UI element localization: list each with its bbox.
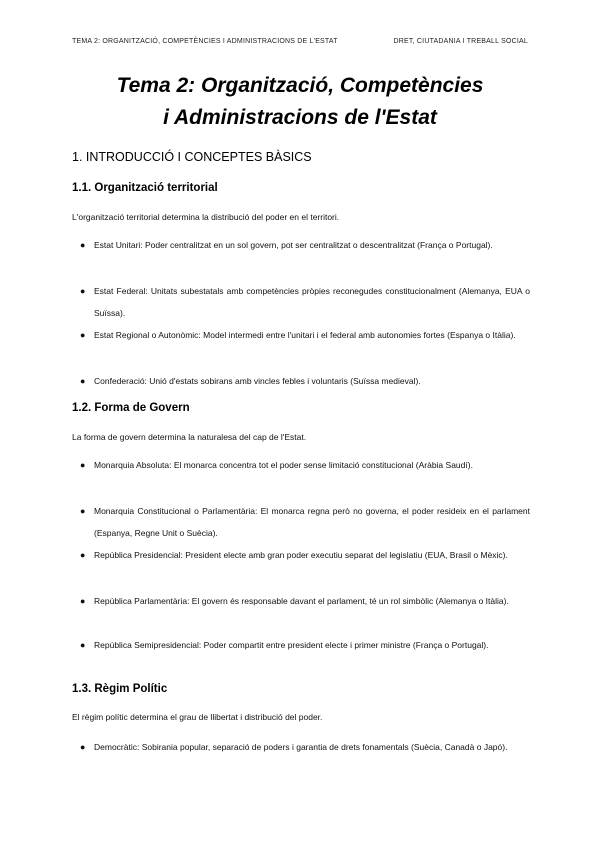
list-item bbox=[80, 324, 530, 346]
list-item-text: Monarquia Constitucional o Parlamentària: El monarca regna però no governa, el poder resideix en el parlament (Espanya, Regne Unit o Suècia). bbox=[94, 506, 530, 538]
bullet-dot-icon: ● bbox=[80, 506, 86, 516]
list-item-text: Democràtic: Sobirania popular, separació de poders i garantia de drets fonamentals (Suècia, Canadà o Japó). bbox=[94, 742, 508, 752]
bullet-dot-icon: ● bbox=[80, 550, 86, 560]
section-heading: 1. INTRODUCCIÓ I CONCEPTES BÀSICS bbox=[72, 150, 312, 164]
list-item bbox=[80, 280, 530, 324]
subsection-intro-1-3: El règim polític determina el grau de llibertat i distribució del poder. bbox=[72, 712, 323, 722]
document-title-line-1: Tema 2: Organització, Competències bbox=[116, 74, 484, 97]
list-item-text: Estat Federal: Unitats subestatals amb competències pròpies reconegudes constitucionalment (Alemanya, EUA o Suïssa). bbox=[94, 286, 530, 318]
list-item-text: República Presidencial: President electe amb gran poder executiu separat del legislatiu (EUA, Brasil o Mèxic). bbox=[94, 550, 508, 560]
list-item bbox=[80, 500, 530, 544]
document-title-line-2: i Administracions de l'Estat bbox=[163, 106, 437, 129]
bullet-dot-icon: ● bbox=[80, 596, 86, 606]
bullet-dot-icon: ● bbox=[80, 460, 86, 470]
bullet-dot-icon: ● bbox=[80, 240, 86, 250]
list-item-text: Confederació: Unió d'estats sobirans amb vincles febles i voluntaris (Suïssa medieval). bbox=[94, 376, 421, 386]
list-item-text: Estat Unitari: Poder centralitzat en un sol govern, pot ser centralitzat o descentralitzat (França o Portugal). bbox=[94, 240, 493, 250]
list-item-text: Monarquia Absoluta: El monarca concentra tot el poder sense limitació constitucional (Aràbia Saudí). bbox=[94, 460, 473, 470]
header-left-text: TEMA 2: ORGANITZACIÓ, COMPETÈNCIES I ADMINISTRACIONS DE L'ESTAT bbox=[72, 38, 338, 45]
list-item bbox=[80, 370, 530, 392]
subsection-heading-1-2: 1.2. Forma de Govern bbox=[72, 402, 190, 414]
list-item-text: República Parlamentària: El govern és responsable davant el parlament, té un rol simbòlic (Alemanya o Itàlia). bbox=[94, 596, 509, 606]
list-item bbox=[80, 544, 530, 566]
bullet-dot-icon: ● bbox=[80, 286, 86, 296]
list-item bbox=[80, 634, 530, 656]
list-item-text: Estat Regional o Autonòmic: Model intermedi entre l'unitari i el federal amb autonomies fortes (Espanya o Itàlia). bbox=[94, 330, 516, 340]
subsection-intro-1-1: L'organització territorial determina la distribució del poder en el territori. bbox=[72, 212, 340, 222]
list-item-text: República Semipresidencial: Poder compartit entre president electe i primer ministre (França o Portugal). bbox=[94, 640, 489, 650]
list-item bbox=[80, 736, 530, 758]
bullet-dot-icon: ● bbox=[80, 640, 86, 650]
list-item bbox=[80, 234, 530, 256]
running-header bbox=[72, 38, 528, 45]
subsection-heading-1-3: 1.3. Règim Polític bbox=[72, 683, 168, 695]
subsection-heading-1-1: 1.1. Organització territorial bbox=[72, 182, 218, 194]
header-right-text: DRET, CIUTADANIA I TREBALL SOCIAL bbox=[393, 38, 528, 45]
list-item bbox=[80, 454, 530, 476]
subsection-intro-1-2: La forma de govern determina la naturalesa del cap de l'Estat. bbox=[72, 432, 307, 442]
list-item bbox=[80, 590, 530, 612]
bullet-dot-icon: ● bbox=[80, 330, 86, 340]
bullet-dot-icon: ● bbox=[80, 376, 86, 386]
bullet-dot-icon: ● bbox=[80, 742, 86, 752]
